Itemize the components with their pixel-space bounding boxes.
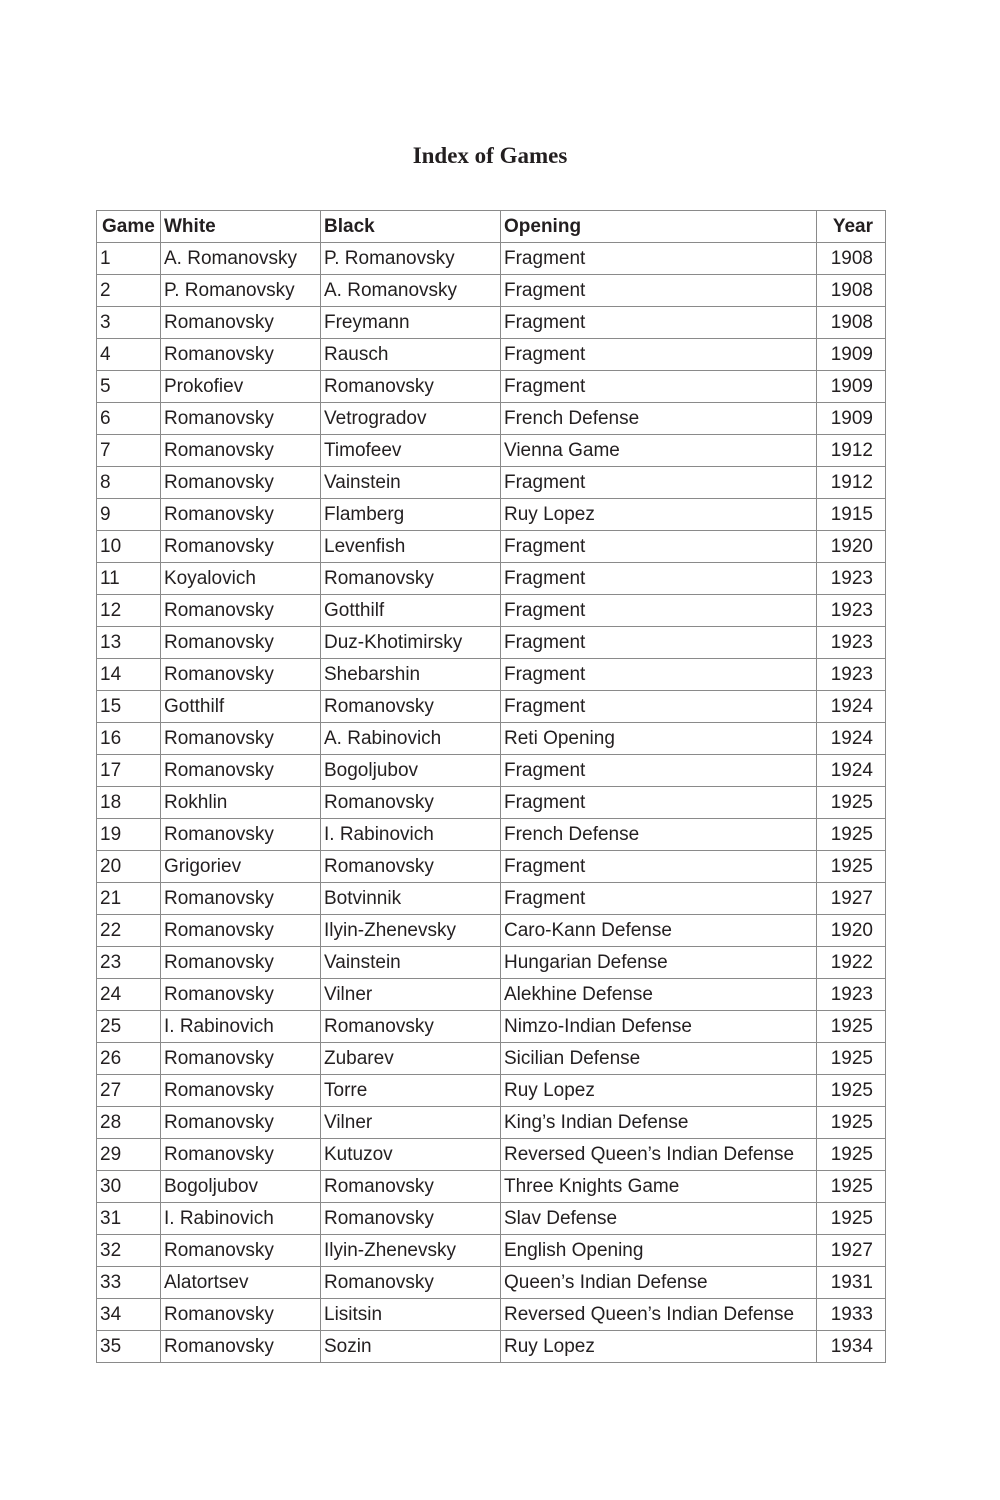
cell-white: I. Rabinovich [161,1203,321,1235]
cell-opening: Fragment [501,243,817,275]
cell-white: Bogoljubov [161,1171,321,1203]
cell-black: Romanovsky [321,691,501,723]
cell-year: 1909 [817,403,886,435]
cell-game: 30 [97,1171,161,1203]
cell-white: Romanovsky [161,499,321,531]
cell-game: 20 [97,851,161,883]
table-row [97,371,886,403]
cell-game: 17 [97,755,161,787]
cell-black: Freymann [321,307,501,339]
cell-black: Vetrogradov [321,403,501,435]
cell-year: 1912 [817,467,886,499]
cell-opening: Fragment [501,659,817,691]
cell-game: 26 [97,1043,161,1075]
table-row [97,1203,886,1235]
cell-year: 1925 [817,1139,886,1171]
cell-opening: Reversed Queen’s Indian Defense [501,1299,817,1331]
table-row [97,787,886,819]
cell-opening: Fragment [501,595,817,627]
cell-white: Romanovsky [161,595,321,627]
cell-white: Romanovsky [161,659,321,691]
cell-white: I. Rabinovich [161,1011,321,1043]
cell-white: Koyalovich [161,563,321,595]
cell-year: 1924 [817,691,886,723]
table-row [97,883,886,915]
cell-white: Romanovsky [161,1235,321,1267]
cell-year: 1925 [817,1203,886,1235]
cell-opening: French Defense [501,819,817,851]
cell-white: Romanovsky [161,883,321,915]
cell-white: Romanovsky [161,403,321,435]
cell-white: P. Romanovsky [161,275,321,307]
cell-game: 24 [97,979,161,1011]
cell-black: Ilyin-Zhenevsky [321,1235,501,1267]
cell-black: Romanovsky [321,1203,501,1235]
table-row [97,819,886,851]
table-row [97,851,886,883]
cell-opening: Hungarian Defense [501,947,817,979]
cell-game: 16 [97,723,161,755]
cell-white: Romanovsky [161,755,321,787]
column-header-game: Game [97,211,161,243]
table-row [97,1043,886,1075]
cell-opening: Fragment [501,691,817,723]
table-row [97,595,886,627]
table-body [97,243,886,1363]
cell-opening: Slav Defense [501,1203,817,1235]
cell-black: Vainstein [321,947,501,979]
cell-game: 35 [97,1331,161,1363]
column-header-white: White [161,211,321,243]
cell-black: Flamberg [321,499,501,531]
cell-black: Rausch [321,339,501,371]
cell-white: Romanovsky [161,627,321,659]
table-row [97,627,886,659]
cell-black: Torre [321,1075,501,1107]
cell-game: 31 [97,1203,161,1235]
column-header-year: Year [817,211,886,243]
table-row [97,403,886,435]
cell-opening: French Defense [501,403,817,435]
cell-game: 1 [97,243,161,275]
cell-game: 19 [97,819,161,851]
cell-black: A. Romanovsky [321,275,501,307]
cell-white: Alatortsev [161,1267,321,1299]
cell-game: 8 [97,467,161,499]
cell-white: Romanovsky [161,467,321,499]
table-row [97,755,886,787]
cell-year: 1925 [817,1011,886,1043]
cell-black: Shebarshin [321,659,501,691]
cell-opening: Fragment [501,627,817,659]
table-row [97,1235,886,1267]
cell-game: 13 [97,627,161,659]
cell-white: A. Romanovsky [161,243,321,275]
cell-white: Romanovsky [161,307,321,339]
cell-black: Sozin [321,1331,501,1363]
column-header-black: Black [321,211,501,243]
cell-black: Romanovsky [321,1171,501,1203]
cell-year: 1925 [817,851,886,883]
cell-black: Timofeev [321,435,501,467]
cell-year: 1923 [817,979,886,1011]
table-row [97,659,886,691]
cell-opening: Fragment [501,787,817,819]
cell-game: 25 [97,1011,161,1043]
cell-black: Romanovsky [321,851,501,883]
cell-white: Romanovsky [161,1299,321,1331]
cell-white: Romanovsky [161,1331,321,1363]
table-row [97,691,886,723]
cell-opening: English Opening [501,1235,817,1267]
cell-game: 15 [97,691,161,723]
cell-opening: Alekhine Defense [501,979,817,1011]
cell-opening: Ruy Lopez [501,1075,817,1107]
cell-opening: Three Knights Game [501,1171,817,1203]
cell-opening: Reversed Queen’s Indian Defense [501,1139,817,1171]
cell-opening: King’s Indian Defense [501,1107,817,1139]
cell-year: 1920 [817,915,886,947]
table-row [97,339,886,371]
cell-game: 6 [97,403,161,435]
table-row [97,435,886,467]
table-row [97,243,886,275]
cell-white: Grigoriev [161,851,321,883]
table-row [97,1139,886,1171]
cell-game: 32 [97,1235,161,1267]
cell-game: 14 [97,659,161,691]
cell-game: 29 [97,1139,161,1171]
cell-white: Romanovsky [161,1139,321,1171]
cell-game: 33 [97,1267,161,1299]
table-row [97,1171,886,1203]
cell-opening: Fragment [501,851,817,883]
cell-year: 1925 [817,787,886,819]
cell-opening: Ruy Lopez [501,1331,817,1363]
page-title: Index of Games [412,143,568,168]
cell-opening: Fragment [501,531,817,563]
cell-year: 1909 [817,371,886,403]
table-row [97,1107,886,1139]
cell-opening: Fragment [501,307,817,339]
cell-white: Romanovsky [161,531,321,563]
cell-black: Zubarev [321,1043,501,1075]
cell-opening: Ruy Lopez [501,499,817,531]
cell-black: Romanovsky [321,371,501,403]
cell-year: 1925 [817,1075,886,1107]
cell-year: 1924 [817,755,886,787]
cell-white: Romanovsky [161,947,321,979]
cell-opening: Fragment [501,755,817,787]
cell-year: 1933 [817,1299,886,1331]
table-row [97,275,886,307]
header-row [97,211,886,243]
cell-opening: Reti Opening [501,723,817,755]
cell-opening: Caro-Kann Defense [501,915,817,947]
cell-opening: Vienna Game [501,435,817,467]
cell-opening: Nimzo-Indian Defense [501,1011,817,1043]
table-row [97,915,886,947]
cell-black: Romanovsky [321,563,501,595]
cell-white: Romanovsky [161,435,321,467]
cell-year: 1922 [817,947,886,979]
cell-year: 1925 [817,819,886,851]
table-row [97,531,886,563]
cell-black: Romanovsky [321,1011,501,1043]
cell-black: Romanovsky [321,787,501,819]
cell-year: 1908 [817,243,886,275]
cell-white: Romanovsky [161,339,321,371]
cell-year: 1925 [817,1043,886,1075]
cell-game: 27 [97,1075,161,1107]
cell-opening: Fragment [501,883,817,915]
cell-year: 1934 [817,1331,886,1363]
cell-white: Romanovsky [161,1075,321,1107]
table-row [97,307,886,339]
table-row [97,499,886,531]
cell-black: I. Rabinovich [321,819,501,851]
cell-white: Romanovsky [161,1043,321,1075]
table-row [97,723,886,755]
table-row [97,1011,886,1043]
cell-white: Prokofiev [161,371,321,403]
table-row [97,563,886,595]
cell-black: Gotthilf [321,595,501,627]
cell-year: 1925 [817,1171,886,1203]
cell-year: 1923 [817,659,886,691]
table-row [97,467,886,499]
cell-opening: Sicilian Defense [501,1043,817,1075]
cell-black: Kutuzov [321,1139,501,1171]
cell-year: 1925 [817,1107,886,1139]
table-row [97,1075,886,1107]
cell-game: 28 [97,1107,161,1139]
cell-white: Romanovsky [161,1107,321,1139]
cell-year: 1923 [817,595,886,627]
cell-black: Botvinnik [321,883,501,915]
cell-black: Vilner [321,979,501,1011]
cell-opening: Queen’s Indian Defense [501,1267,817,1299]
cell-year: 1909 [817,339,886,371]
cell-game: 9 [97,499,161,531]
cell-game: 5 [97,371,161,403]
cell-white: Romanovsky [161,979,321,1011]
table-row [97,979,886,1011]
cell-white: Romanovsky [161,819,321,851]
cell-opening: Fragment [501,563,817,595]
cell-year: 1912 [817,435,886,467]
cell-opening: Fragment [501,339,817,371]
cell-game: 4 [97,339,161,371]
cell-year: 1920 [817,531,886,563]
cell-black: P. Romanovsky [321,243,501,275]
games-index-table [96,210,886,1363]
table-row [97,1331,886,1363]
cell-game: 22 [97,915,161,947]
cell-white: Romanovsky [161,915,321,947]
cell-game: 18 [97,787,161,819]
cell-game: 11 [97,563,161,595]
cell-black: A. Rabinovich [321,723,501,755]
cell-black: Vilner [321,1107,501,1139]
table-row [97,1267,886,1299]
cell-game: 10 [97,531,161,563]
cell-year: 1908 [817,275,886,307]
cell-opening: Fragment [501,467,817,499]
cell-game: 2 [97,275,161,307]
cell-white: Romanovsky [161,723,321,755]
cell-year: 1927 [817,883,886,915]
cell-year: 1927 [817,1235,886,1267]
cell-year: 1923 [817,563,886,595]
cell-black: Lisitsin [321,1299,501,1331]
cell-year: 1923 [817,627,886,659]
cell-year: 1915 [817,499,886,531]
cell-game: 3 [97,307,161,339]
cell-black: Levenfish [321,531,501,563]
cell-white: Gotthilf [161,691,321,723]
column-header-opening: Opening [501,211,817,243]
cell-black: Ilyin-Zhenevsky [321,915,501,947]
cell-game: 12 [97,595,161,627]
cell-black: Duz-Khotimirsky [321,627,501,659]
cell-black: Bogoljubov [321,755,501,787]
cell-black: Romanovsky [321,1267,501,1299]
cell-opening: Fragment [501,275,817,307]
cell-game: 21 [97,883,161,915]
table-row [97,947,886,979]
cell-year: 1908 [817,307,886,339]
cell-game: 7 [97,435,161,467]
cell-game: 23 [97,947,161,979]
cell-black: Vainstein [321,467,501,499]
cell-game: 34 [97,1299,161,1331]
table-row [97,1299,886,1331]
cell-opening: Fragment [501,371,817,403]
cell-year: 1924 [817,723,886,755]
cell-year: 1931 [817,1267,886,1299]
cell-white: Rokhlin [161,787,321,819]
table-header [97,211,886,243]
